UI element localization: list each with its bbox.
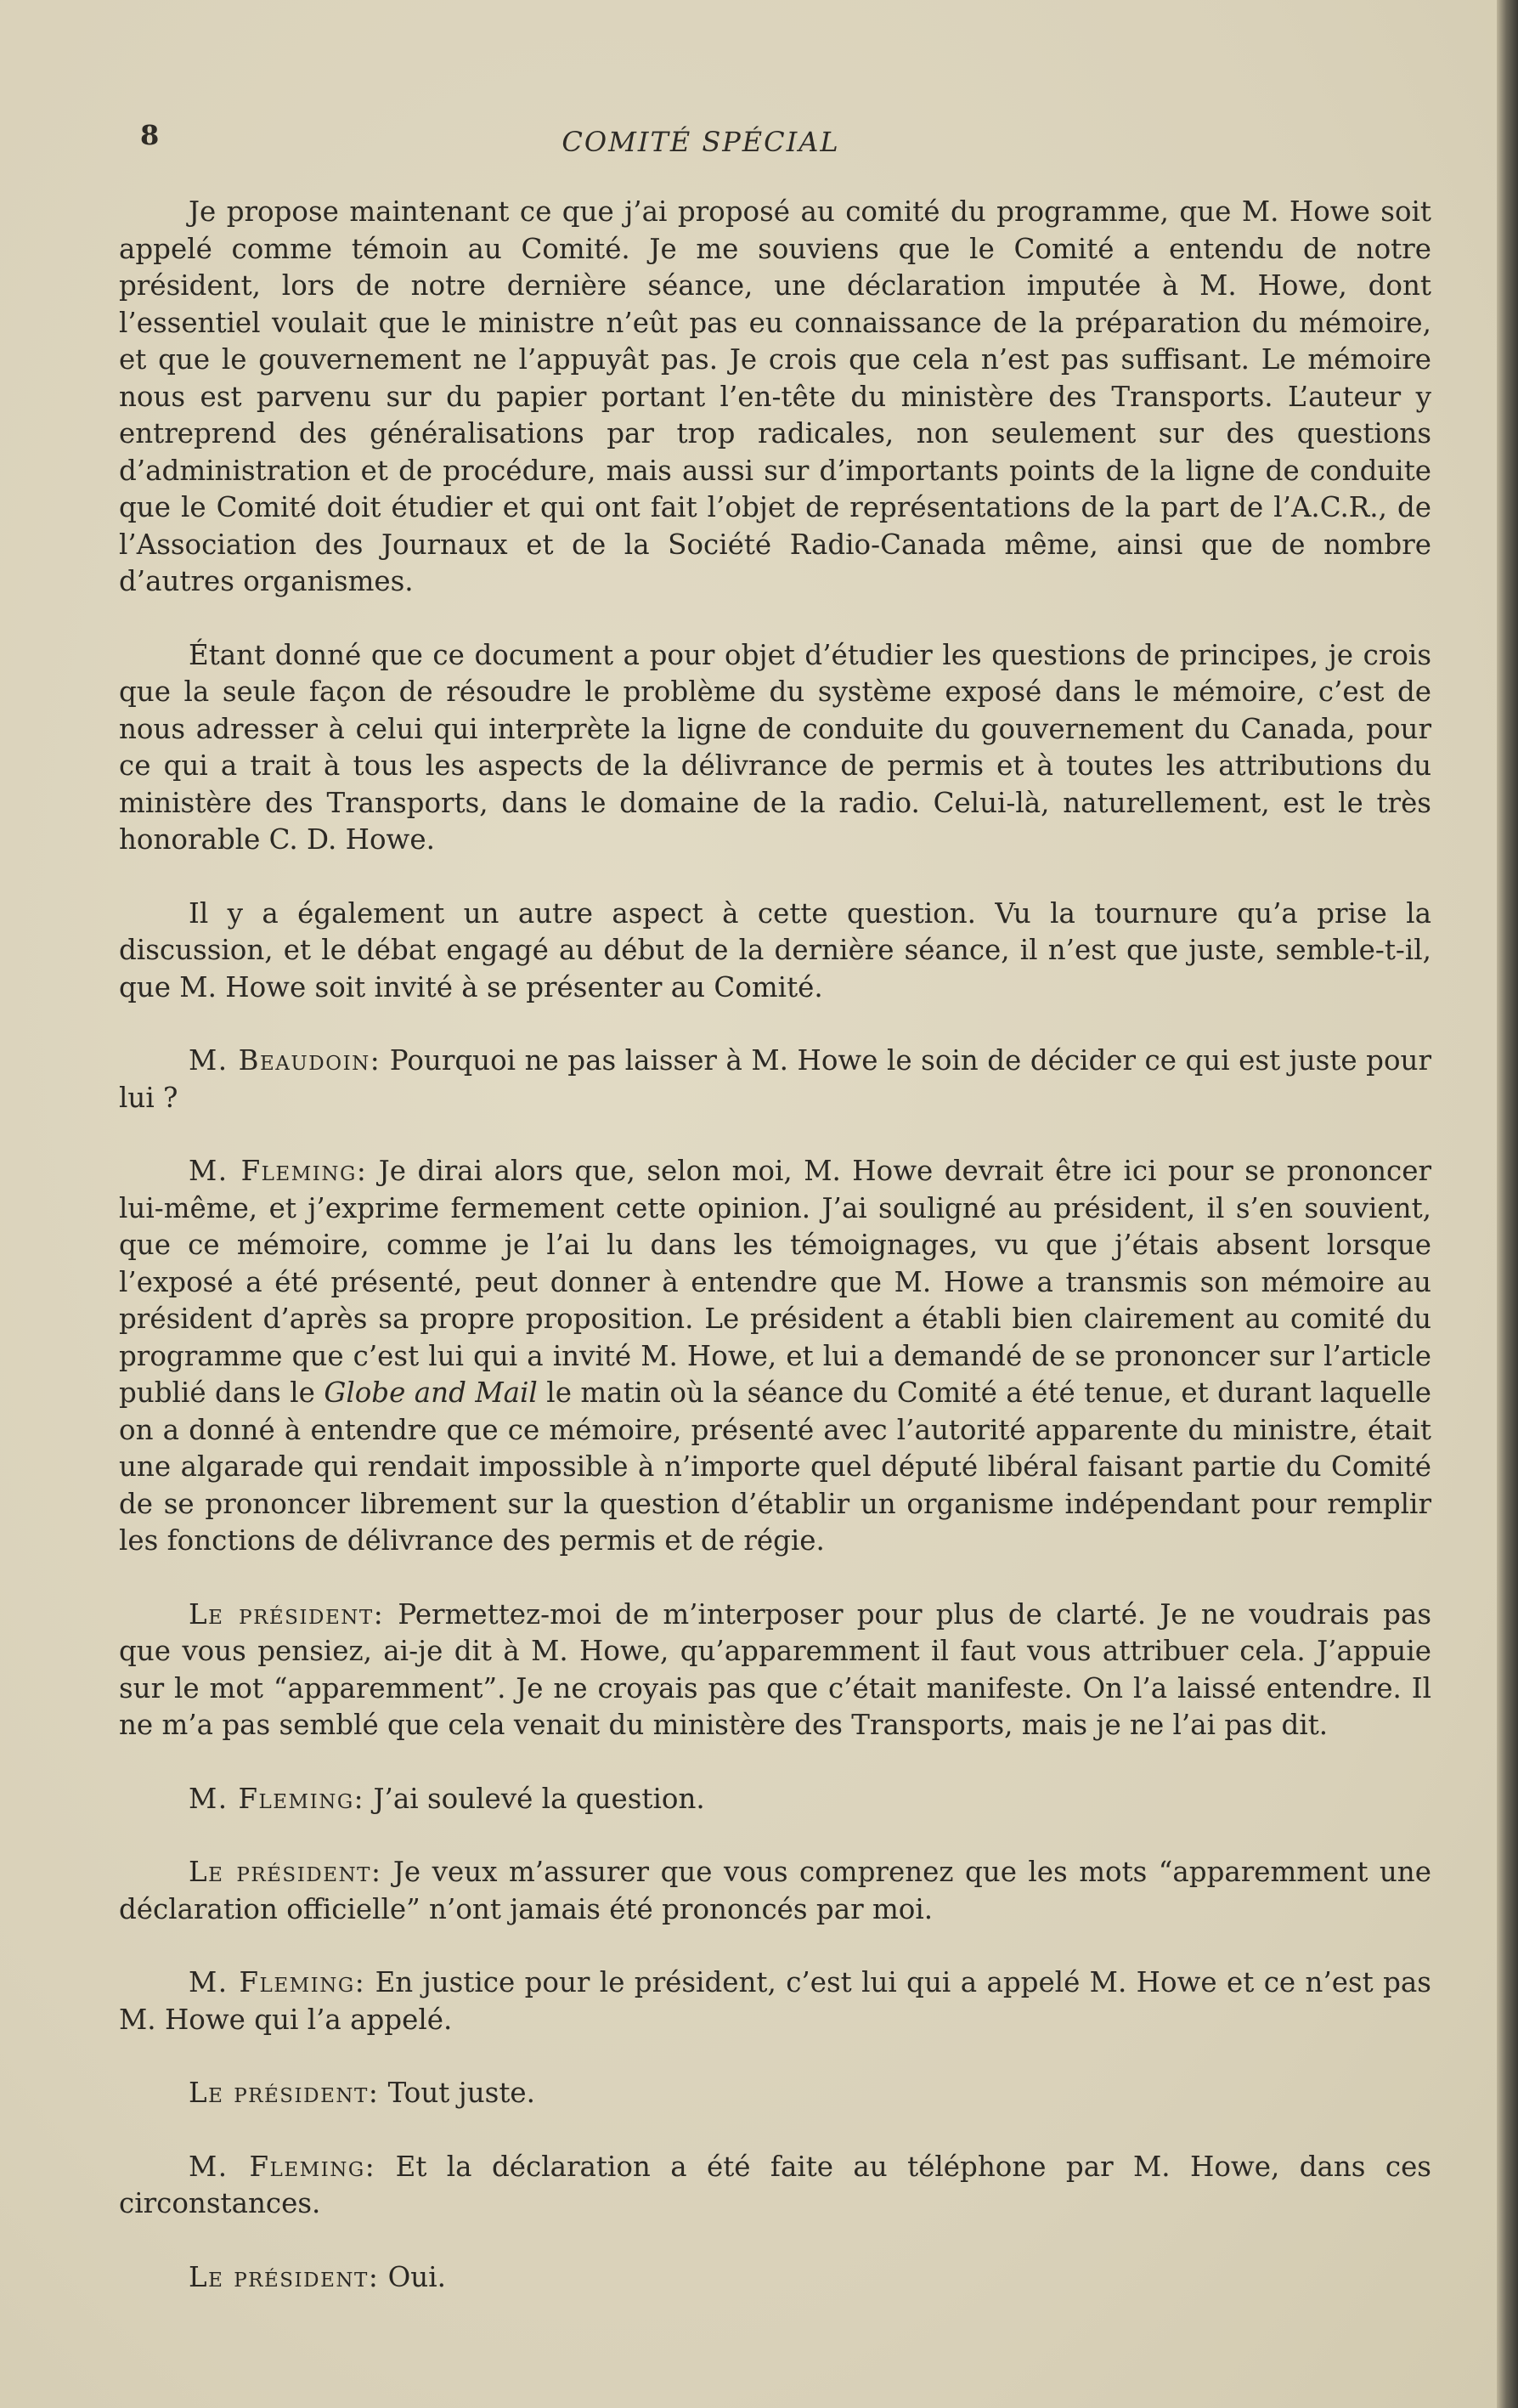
paragraph-text: Pourquoi ne pas laisser à M. Howe le soin de décider ce qui est juste pour lui ?	[119, 1044, 1431, 1114]
paragraph-fleming-3	[119, 1964, 1431, 2038]
paragraph-president-3	[119, 2075, 1431, 2112]
speaker-name: Le président:	[189, 2260, 380, 2293]
paragraph-2	[119, 637, 1431, 859]
newspaper-title: Globe and Mail	[324, 1376, 538, 1409]
paragraph-president-2	[119, 1854, 1431, 1928]
paragraph-text: Je veux m’assurer que vous comprenez que les mots “apparemment une déclaration officielle” n’ont jamais été prononcés par moi.	[119, 1856, 1431, 1925]
paragraph-fleming-2	[119, 1781, 1431, 1818]
speaker-name: M. Beaudoin:	[189, 1044, 381, 1077]
paragraph-fleming-4	[119, 2149, 1431, 2223]
paragraph-text: Je propose maintenant ce que j’ai proposé au comité du programme, que M. Howe soit appelé comme témoin au Comité. Je me souviens que le Comité a entendu de notre président, lors de notre dernière séance, une déclaration imputée à M. Howe, dont l’essentiel voulait que le ministre n’eût pas eu connaissance de la préparation du mémoire, et que le gouvernement ne l’appuyât pas. Je crois que cela n’est pas suffisant. Le mémoire nous est parvenu sur du papier portant l’en-tête du ministère des Transports. L’auteur y entreprend des généralisations par trop radicales, non seulement sur des questions d’administration et de procédure, mais aussi sur d’importants points de la ligne de conduite que le Comité doit étudier et qui ont fait l’objet de représentations de la part de l’A.C.R., de l’Association des Journaux et de la Société Radio-Canada même, ainsi que de nombre d’autres organismes.	[119, 195, 1431, 597]
speaker-name: M. Fleming:	[189, 2150, 376, 2183]
paragraph-president-4	[119, 2259, 1431, 2297]
page-header	[0, 119, 1497, 170]
speaker-name: Le président:	[189, 2077, 380, 2109]
page-number: 8	[140, 119, 160, 151]
paragraph-fleming-1	[119, 1153, 1431, 1560]
paragraph-3	[119, 896, 1431, 1007]
speaker-name: Le président:	[189, 1856, 382, 1888]
paragraph-1	[119, 194, 1431, 601]
paragraph-text: Permettez-moi de m’interposer pour plus de clarté. Je ne voudrais pas que vous pensiez, ai-je dit à M. Howe, qu’apparemment il faut vous attribuer cela. J’appuie sur le mot “apparemment”. Je ne croyais pas que c’était manifeste. On l’a laissé entendre. Il ne m’a pas semblé que cela venait du ministère des Transports, mais je ne l’ai pas dit.	[119, 1597, 1431, 1741]
paragraph-text: Je dirai alors que, selon moi, M. Howe devrait être ici pour se prononcer lui-même, et j’exprime fermement cette opinion. J’ai souligné au président, il s’en souvient, que ce mémoire, comme je l’ai lu dans les témoignages, vu que j’étais absent lorsque l’exposé a été présenté, peut donner à entendre que M. Howe a transmis son mémoire au président d’après sa propre proposition. Le président a établi bien clairement au comité du programme que c’est lui qui a invité M. Howe, et lui a demandé de se prononcer sur l’article publié dans le	[119, 1155, 1431, 1409]
speaker-name: M. Fleming:	[189, 1155, 368, 1187]
paragraph-text: Oui.	[387, 2260, 446, 2293]
paragraph-text: Et la déclaration a été faite au téléphone par M. Howe, dans ces circonstances.	[119, 2150, 1431, 2219]
paragraph-text: Tout juste.	[387, 2077, 535, 2109]
speaker-name: Le président:	[189, 1597, 385, 1631]
paragraph-text: Étant donné que ce document a pour objet d’étudier les questions de principes, je crois que la seule façon de résoudre le problème du système exposé dans le mémoire, c’est de nous adresser à celui qui interprète la ligne de conduite du gouvernement du Canada, pour ce qui a trait à tous les aspects de la délivrance de permis et à toutes les attributions du ministère des Transports, dans le domaine de la radio. Celui-là, naturellement, est le très honorable C. D. Howe.	[119, 638, 1431, 856]
paragraph-text: Il y a également un autre aspect à cette question. Vu la tournure qu’a prise la discussion, et le débat engagé au début de la dernière séance, il n’est que juste, semble-t-il, que M. Howe soit invité à se présenter au Comité.	[119, 896, 1431, 1003]
paragraph-beaudoin	[119, 1043, 1431, 1116]
paragraph-president-1	[119, 1597, 1431, 1744]
book-binding-edge	[1497, 0, 1518, 2408]
speaker-name: M. Fleming:	[189, 1966, 366, 1998]
paragraph-text: J’ai soulevé la question.	[373, 1782, 705, 1815]
paragraph-text: En justice pour le président, c’est lui qui a appelé M. Howe et ce n’est pas M. Howe qui l’a appelé.	[119, 1966, 1431, 2036]
speaker-name: M. Fleming:	[189, 1782, 365, 1815]
paragraph-text-continued: le matin où la séance du Comité a été tenue, et durant laquelle on a donné à entendre que ce mémoire, présenté avec l’autorité apparente du ministre, était une algarade qui rendait impossible à n’importe quel député libéral faisant partie du Comité de se prononcer librement sur la question d’établir un organisme indépendant pour remplir les fonctions de délivrance des permis et de régie.	[119, 1376, 1431, 1557]
page-body	[119, 194, 1431, 2332]
running-title: COMITÉ SPÉCIAL	[561, 126, 840, 158]
